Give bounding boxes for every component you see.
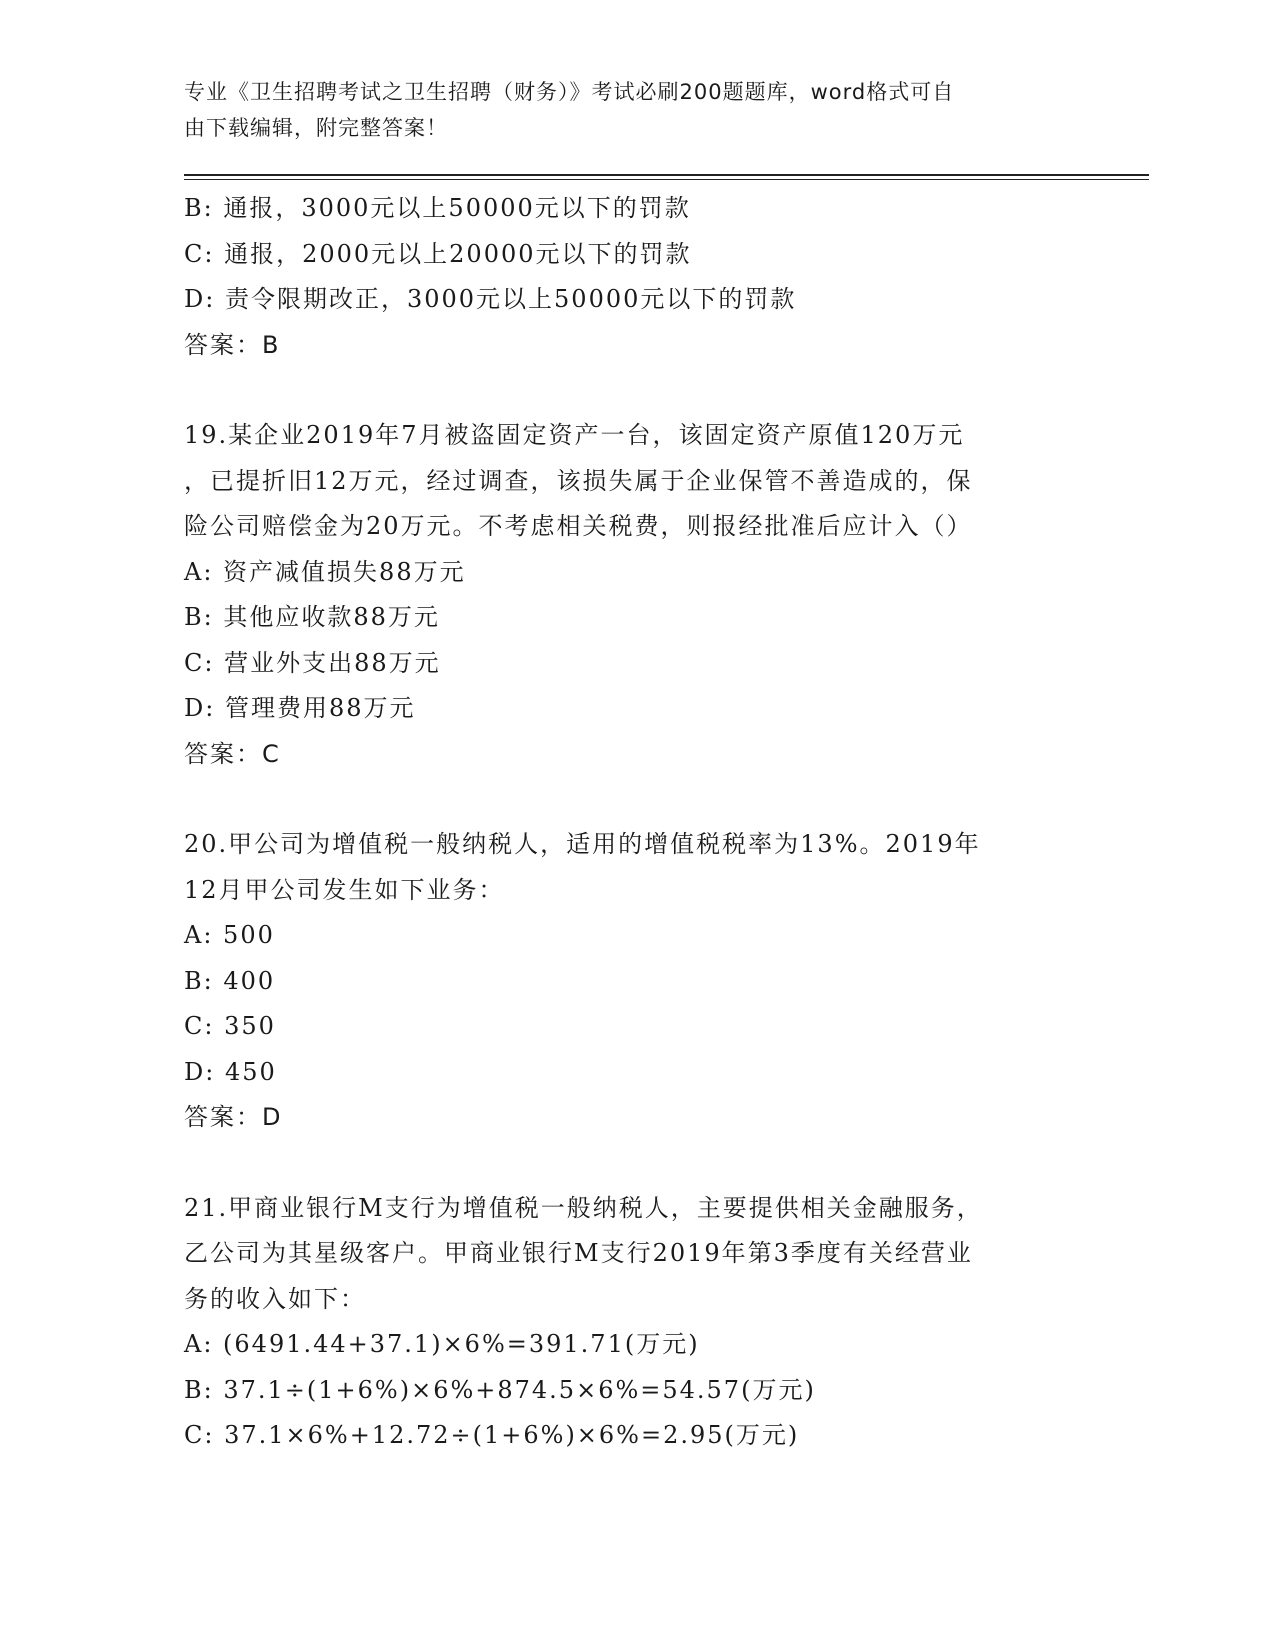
question-text-line: 乙公司为其星级客户。甲商业银行M支行2019年第3季度有关经营业 [184, 1239, 973, 1267]
question-text-line: ，已提折旧12万元，经过调查，该损失属于企业保管不善造成的，保 [184, 466, 973, 495]
answer-label: 答案：B [184, 330, 281, 359]
page-header [184, 74, 1064, 146]
option-a: A: (6491.44+37.1)×6%=391.71(万元) [184, 1330, 700, 1358]
answer-label: 答案：C [184, 739, 281, 768]
question-text-line: 19.某企业2019年7月被盗固定资产一台，该固定资产原值120万元 [184, 421, 965, 449]
question-text-line: 务的收入如下： [184, 1284, 366, 1313]
question-21 [184, 1186, 1084, 1459]
option-c: C: 37.1×6%+12.72÷(1+6%)×6%=2.95(万元) [184, 1421, 800, 1449]
header-divider-thin [184, 179, 1149, 180]
answer-label: 答案：D [184, 1103, 283, 1131]
option-d: D: 责令限期改正，3000元以上50000元以下的罚款 [184, 285, 797, 313]
question-text-line: 险公司赔偿金为20万元。不考虑相关税费，则报经批准后应计入（） [184, 512, 973, 540]
option-d: D: 管理费用88万元 [184, 694, 416, 722]
option-a: A: 资产减值损失88万元 [184, 557, 466, 586]
question-text-line: 20.甲公司为增值税一般纳税人，适用的增值税税率为13%。2019年 [184, 830, 981, 858]
question-text-line: 21.甲商业银行M支行为增值税一般纳税人，主要提供相关金融服务， [184, 1193, 983, 1222]
question-text-line: 12月甲公司发生如下业务： [184, 875, 505, 904]
option-b: B: 37.1÷(1+6%)×6%+874.5×6%=54.57(万元) [184, 1375, 816, 1404]
header-line-2: 由下载编辑，附完整答案！ [184, 116, 448, 140]
option-b: B: 其他应收款88万元 [184, 603, 440, 631]
question-19 [184, 413, 1084, 777]
question-18 [184, 186, 1084, 368]
spacer [184, 368, 1084, 413]
option-b: B: 通报，3000元以上50000元以下的罚款 [184, 194, 691, 222]
spacer [184, 777, 1084, 822]
question-20 [184, 822, 1084, 1141]
option-d: D: 450 [184, 1057, 277, 1086]
option-a: A: 500 [184, 921, 275, 949]
header-divider [184, 174, 1149, 176]
option-c: C: 营业外支出88万元 [184, 648, 441, 677]
spacer [184, 1141, 1084, 1186]
option-c: C: 350 [184, 1012, 276, 1040]
header-line-1: 专业《卫生招聘考试之卫生招聘（财务）》考试必刷200题题库，word格式可自 [184, 80, 955, 104]
option-c: C: 通报，2000元以上20000元以下的罚款 [184, 239, 692, 268]
document-body [184, 186, 1084, 1459]
option-b: B: 400 [184, 966, 276, 995]
